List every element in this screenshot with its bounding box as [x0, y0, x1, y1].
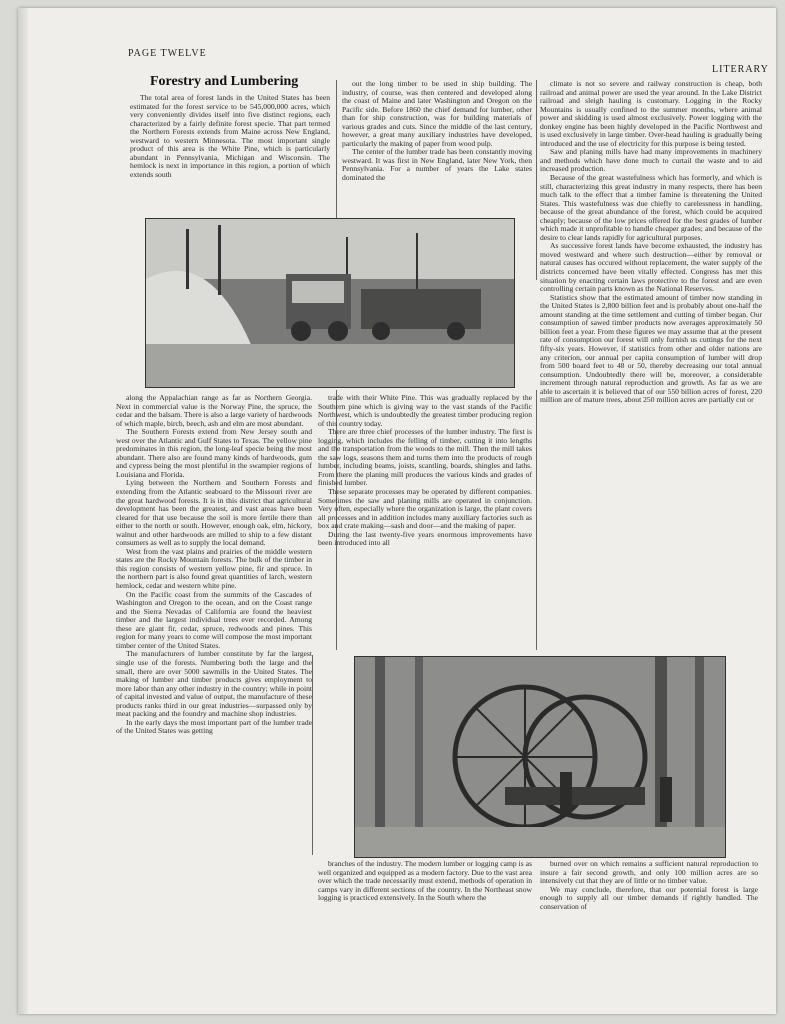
paragraph: Because of the great wastefulness which has formerly, and which is still, characterizing this great industry in many respects, there has been much talk to the effect that a timber famine is threatening the United States. This wastefulness was due chiefly to carelessness in handling, because of the great abundance of the forest, which could be acquired cheaply; because of the low prices offered for the best grades of lumber which made it unprofitable to handle cheaper grades; and because of the desire to clear lands rapidly for agricultural purposes.	[540, 173, 762, 242]
paragraph: along the Appalachian range as far as Northern Georgia. Next in commercial value is the Norway Pine, the spruce, the cedar and the balsam. There is also a large variety of hardwoods of which maple, birch, beech, ash and elm are most abundant.	[116, 394, 312, 428]
column-2-bottom	[318, 394, 532, 652]
column-2-last	[318, 860, 532, 940]
paragraph: We may conclude, therefore, that our potential forest is large enough to supply all our timber demands if rightly handled. The conservation of	[540, 884, 758, 911]
paragraph: There are three chief processes of the lumber industry. The first is logging, which includes the felling of timber, cutting it into lengths and the transportation from the woods to the mill. Then the mill takes the saw logs, seasons them and turns them into the products of rough lumber, including beams, joists, scantling, boards, shingles and laths. From there the planing mill produces the various kinds and grades of finished lumber.	[318, 427, 532, 488]
paragraph: The center of the lumber trade has been constantly moving westward. It was first in New England, later New York, then Pennsylvania. For a number of years the Lake states dominated the	[342, 147, 532, 183]
paragraph: In the early days the most important part of the lumber trade of the United States was getting	[116, 717, 312, 736]
paragraph: As successive forest lands have become exhausted, the industry has moved westward and where such destruction—either by removal or natural causes has occured without replacement, the water supply of the districts concerned have been vitally effected. Congress has met this situation by enacting certain laws protective to the forest and are even controlling certain parts known as the National Reserves.	[540, 241, 762, 294]
photo-logging-wheels	[354, 656, 726, 858]
paragraph: The manufacturers of lumber constitute by far the largest single use of the forests. Numbering both the large and the small, there are over 5000 sawmills in the United States. The making of lumber and timber products gives employment to more labor than any other industry in the country; while in point of capital invested and value of output, the manufacture of these products ranks third in our great industries—surpassed only by meat packing and the foundry and machine shop industries.	[116, 649, 312, 719]
column-1-bottom	[116, 394, 312, 990]
section-label: LITERARY	[712, 64, 769, 75]
photo-lumber-trucks	[145, 218, 515, 388]
paragraph: The Southern Forests extend from New Jersey south and west over the Atlantic and Gulf States to Texas. The yellow pine predominates in this region, the long-leaf specie being the most abundant. There also are found many kinds of hardwoods, gum and cypress being the most plentiful in the swampier regions of Louisiana and Florida.	[116, 427, 312, 479]
paragraph: out the long timber to be used in ship building. The industry, of course, was then centered and developed along the coast of Maine and later Washington and Oregon on the Pacific side. Before 1860 the chief demand for lumber, other than for ship construction, was for building materials of various grades and cuts. Since the middle of the last century, however, a great many auxiliary industries have developed, particularly the making of paper from wood pulp.	[342, 80, 532, 148]
paragraph: trade with their White Pine. This was gradually replaced by the Southern pine which is giving way to the vast stands of the Pacific Northwest, which is undoubtedly the greatest timber producing region of this country today.	[318, 394, 532, 428]
photo-lumber-trucks-image	[146, 219, 514, 387]
paragraph: West from the vast plains and prairies of the middle western states are the Rocky Mountain forests. The bulk of the timber in this region consists of western yellow pine, fir and spruce. In the northern part is also found great quantities of larch, western hemlock, cedar and western white pine.	[116, 546, 312, 591]
paragraph: branches of the industry. The modern lumber or logging camp is as well organized and equipped as a modern factory. Due to the vast area over which the trade necessarily must extend, methods of operation in camps vary in different sections of the country. In the Northeast snow logging is practiced extensively. In the South where the	[318, 860, 532, 903]
column-1-top	[130, 94, 330, 220]
paragraph: During the last twenty-five years enormous improvements have been introduced into all	[318, 529, 532, 548]
paragraph: Lying between the Northern and Southern Forests and extending from the Atlantic seaboard to the Missouri river are the great hardwood forests. It is in this district that agricultural development has been the greatest, and vast areas have been cleared for that use because the soil is more fertile there than either to the north or south. However, enough oak, elm, hickory, walnut and other hardwoods are milled to ship to a few distant consumers as well as to supply the local demand.	[116, 478, 312, 548]
paragraph: climate is not so severe and railway construction is cheap, both railroad and animal power are used the year around. In the Lake District railroad and sleigh hauling is customary. Logging in the Rocky Mountains is usually confined to the summer months, where animal power and skidding is used almost exclusively. Power logging with the donkey engine has been highly developed in the Pacific Northwest and is used exclusively in large timber. Over-head hauling is gradually being introduced and the use of electricity for this purpose is being tested.	[540, 80, 762, 148]
column-rule-4	[536, 390, 537, 650]
paragraph: The total area of forest lands in the United States has been estimated for the forest service to be 545,000,000 acres, which very conveniently divides itself into five distinct regions, each characterized by a fairly definite forest specie. That part termed the Northern Forests extends from Maine across New England, westward to western Minnesota. The most important single product of this area is the White Pine, which is particularly abundant in Pennsylvania, Michigan and Wisconsin. The hemlock is next in importance in this region, a portion of which extends south	[130, 94, 330, 179]
article-headline: Forestry and Lumbering	[150, 74, 299, 89]
column-3	[540, 80, 762, 654]
paragraph: These separate processes may be operated by different companies. Sometimes the saw and planing mills are operated in conjunction. Very often, especially where the organization is large, the plant covers all processes and in addition includes many auxiliary factories such as box and crate making—sash and door—and the making of paper.	[318, 487, 532, 531]
page-binding-edge	[18, 8, 28, 1014]
paragraph: Saw and planing mills have had many improvements in machinery and methods which have done much to curtail the waste and to aid increased production.	[540, 147, 762, 174]
column-rule-5	[312, 655, 313, 855]
paragraph: Statistics show that the estimated amount of timber now standing in the United States is 2,800 billion feet and is probably about one-half the amount standing at the time settlement and cutting of timber began. Our consumption of sawed timber products now averages approximately 50 billion feet a year. From these figures we may assume that at the present rate of consumption our forest will only furnish us cuttings for the next fifty-six years. However, if statistics from other and older nations are any criterion, our annual per capita consumption of lumber will drop from 500 board feet to 48 or 50, thereby decreasing our total annual consumption. Undoubtedly there will be, moreover, a considerable increment through natural reproduction and growth. As far as we are able to ascertain it is believed that of our 550 billion acres of forest, 220 million are of mature trees, about 250 million acres are partially cut or	[540, 292, 762, 405]
paragraph: burned over on which remains a sufficient natural reproduction to insure a fair second growth, and only 100 million acres are so intensively cut that they are of little or no timber value.	[540, 860, 758, 886]
page-number: PAGE TWELVE	[128, 48, 207, 59]
column-2-top	[342, 80, 532, 220]
paragraph: On the Pacific coast from the summits of the Cascades of Washington and Oregon to the ocean, and on the Coast range and the Sierra Nevadas of California are found the heaviest timber and the largest individual trees ever recorded. Among these are giant fir, cedar, spruce, redwoods and pines. This region for many years to come will compose the most important timber center of the United States.	[116, 589, 312, 650]
photo-logging-wheels-image	[355, 657, 725, 857]
column-rule-2	[536, 80, 537, 280]
column-3-last	[540, 860, 758, 940]
